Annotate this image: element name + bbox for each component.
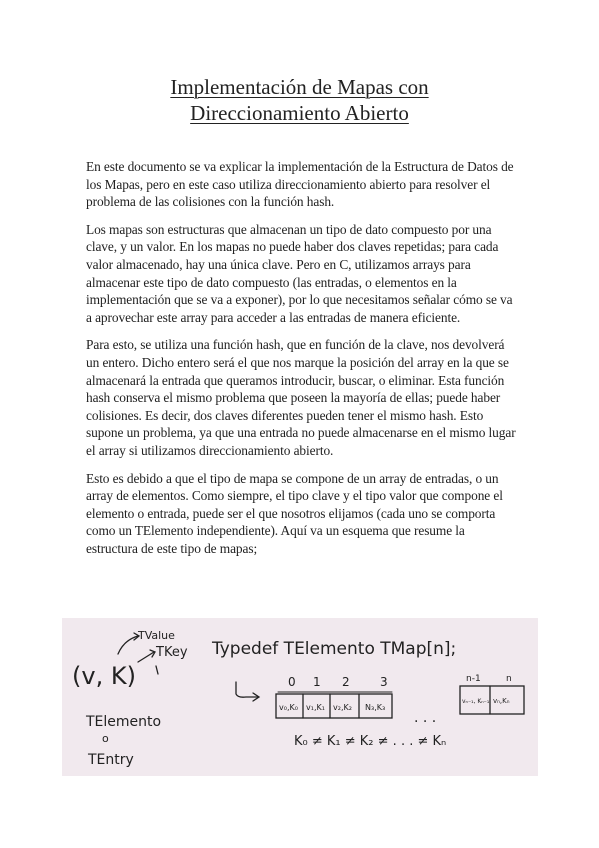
paragraph: En este documento se va explicar la implementación de la Estructura de Datos de los Mapas, pero en este caso utiliza direccionamiento abierto para resolver el problema de las colisiones con la función hash. [86,159,514,210]
sketch-drawing [62,618,538,776]
document-body [86,158,516,567]
label-tentry: TEntry [88,752,134,768]
array-cell: v₁,K₁ [306,703,325,712]
tail-cell: vₙ,Kₙ [493,697,510,705]
label-o: o [102,732,109,745]
tick-mark [156,666,158,674]
index-label: 0 [288,675,296,689]
label-tkey: TKey [156,645,188,660]
label-telemento: TElemento [86,714,162,730]
tail-cell: vₙ₋₁, Kₙ₋₁ [462,698,490,705]
paragraph: Esto es debido a que el tipo de mapa se compone de un array de entradas, o un array de elementos. Como siempre, el tipo clave y el tipo valor que compone el elemento o entrada, puede ser el que nosotros elijamos (cada uno se comporta como un TElemento independiente). Aquí va un esquema que resume la estructura de este tipo de mapas; [86,470,503,556]
array-cell: N₃,K₃ [365,703,386,712]
index-label: 2 [342,675,350,689]
label-tvalue: TValue [138,629,175,642]
label-typedef: Typedef TElemento TMap[n]; [212,639,457,659]
index-label: 1 [313,675,321,689]
label-pair: (v, K) [72,662,136,690]
paragraph: Los mapas son estructuras que almacenan un tipo de dato compuesto por una clave, y un valor. En los mapas no puede haber dos claves repetidas; para cada valor almacenado, hay una única clave. Pero en C, utilizamos arrays para almacenar este tipo de dato compuesto (las entradas, o elementos en la implementación que se va a exponer), por lo que necesitamos señalar cómo se va a aprovechar este array para acceder a las entradas de manera eficiente. [86,221,513,325]
document-title [0,74,599,126]
title-line-2: Direccionamiento Abierto [190,101,409,125]
tail-index-label: n-1 [466,674,481,684]
l-arrow [236,682,258,697]
index-label: 3 [380,675,388,689]
paragraph: Para esto, se utiliza una función hash, que en función de la clave, nos devolverá un entero. Dicho entero será el que nos marque la posición del array en la que se almacenará la entrada que queramos introducir, buscar, o eliminar. Esta función hash conserva el mismo problema que poseen la mayoría de ellas; puede haber colisiones. Es decir, dos claves diferentes pueden tener el mismo hash. Esto supone un problema, ya que una entrada no puede almacenarse en el mismo lugar el array si utilizamos direccionamiento abierto. [86,337,516,458]
title-line-1: Implementación de Mapas con [170,75,429,99]
ellipsis: . . . [414,710,437,726]
handwritten-sketch [62,618,538,776]
tail-index-label: n [506,674,512,684]
array-cell: v₀,K₀ [279,703,298,712]
array-cell: v₂,K₂ [333,703,352,712]
keys-inequality: K₀ ≠ K₁ ≠ K₂ ≠ . . . ≠ Kₙ [294,734,447,749]
